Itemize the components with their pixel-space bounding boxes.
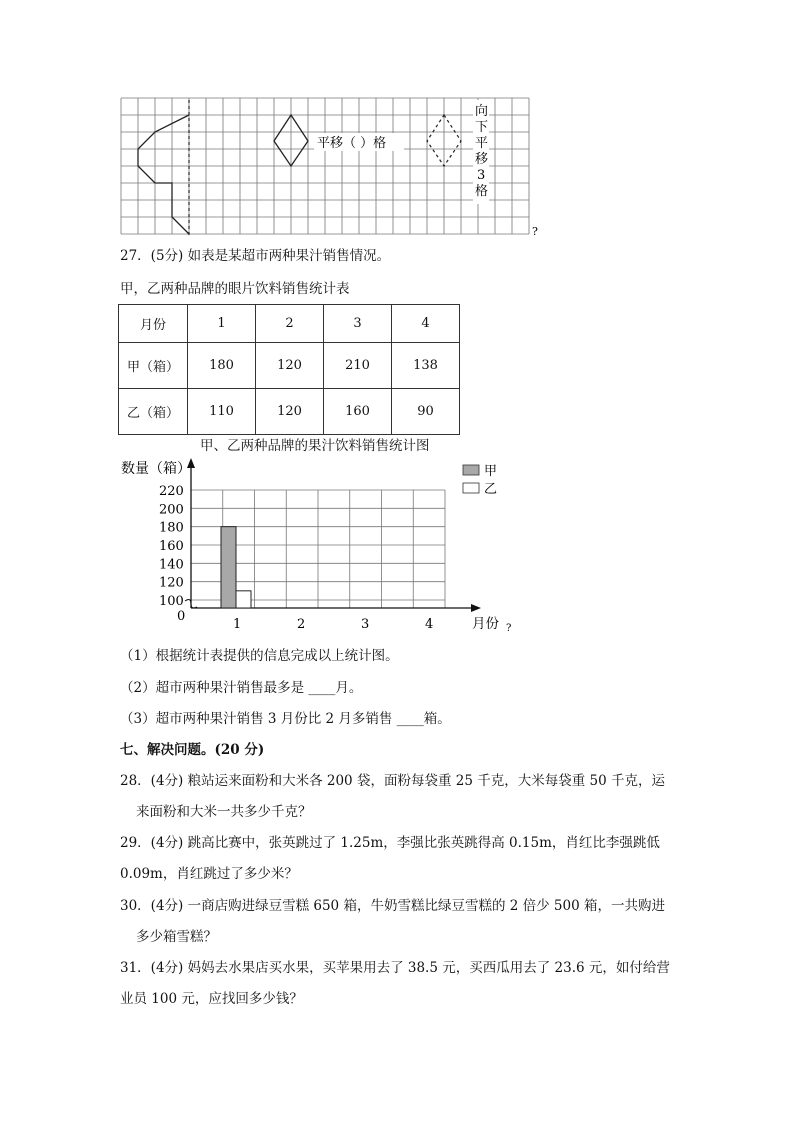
table-header-row <box>119 305 460 343</box>
original-shape <box>138 115 189 234</box>
table-cell: 160 <box>324 389 392 435</box>
svg-text:下: 下 <box>475 120 489 135</box>
q27-prompt: 27．(5分) 如表是某超市两种果汁销售情况。 <box>120 248 391 264</box>
x-tick-label: 2 <box>297 617 306 632</box>
table-header-cell: 月份 <box>119 305 188 343</box>
legend-swatch-yi <box>463 483 479 493</box>
table-row-label: 乙（箱） <box>119 389 188 435</box>
x-tick-label: 3 <box>361 617 370 632</box>
axis-break-mark <box>185 600 197 608</box>
x-axis-label: 月份 <box>472 616 499 632</box>
table-cell: 180 <box>188 343 256 389</box>
table-header-cell: 4 <box>392 305 460 343</box>
q27-sub2: （2）超市两种果汁销售最多是 ____月。 <box>120 680 363 696</box>
y-tick-label: 140 <box>159 557 184 573</box>
x-axis-arrow <box>471 604 481 612</box>
bar-乙 <box>236 591 251 608</box>
table-cell: 210 <box>324 343 392 389</box>
q30-line2: 多少箱雪糕？ <box>136 929 217 945</box>
stray-mark: ? <box>532 225 538 238</box>
x-tick-label: 4 <box>425 617 434 632</box>
q27-sub1: （1）根据统计表提供的信息完成以上统计图。 <box>120 648 399 664</box>
table-header-cell: 2 <box>256 305 324 343</box>
chart-bars <box>221 527 251 608</box>
y-tick-label: 220 <box>159 484 184 499</box>
q27-table-title: 甲，乙两种品牌的眼片饮料销售统计表 <box>120 281 350 297</box>
y-tick-label: 100 <box>159 594 184 609</box>
table-header-cell: 1 <box>188 305 256 343</box>
q28-line2: 来面粉和大米一共多少千克？ <box>136 804 312 820</box>
table-cell: 120 <box>256 389 324 435</box>
svg-text:平: 平 <box>475 136 489 151</box>
bar-甲 <box>221 527 236 608</box>
translate-label: 平移（ ）格 <box>317 136 387 151</box>
table-header-cell: 3 <box>324 305 392 343</box>
svg-text:移: 移 <box>475 152 489 167</box>
q29-line2: 0.09m，肖红跳过了多少米？ <box>120 866 298 882</box>
q27-sub3: （3）超市两种果汁销售 3 月份比 2 月多销售 ____箱。 <box>120 711 451 727</box>
bar-chart <box>115 452 535 637</box>
q28-line1: 28．(4分) 粮站运来面粉和大米各 200 袋，面粉每袋重 25 千克，大米每袋重 50 千克，运 <box>120 773 665 789</box>
svg-text:向: 向 <box>475 104 489 119</box>
y-tick-label: 160 <box>159 539 184 554</box>
translation-grid-figure <box>118 95 548 240</box>
table-row <box>119 343 460 389</box>
q29-line1: 29．(4分) 跳高比赛中，张英跳过了 1.25m，李强比张英跳得高 0.15m，肖红比李强跳低 <box>120 835 660 851</box>
table-cell: 90 <box>392 389 460 435</box>
svg-text:3: 3 <box>477 168 486 183</box>
table-row-label: 甲（箱） <box>119 343 188 389</box>
y-tick-label: 180 <box>159 520 184 536</box>
q31-line2: 业员 100 元，应找回多少钱？ <box>120 991 303 1007</box>
q31-line1: 31．(4分) 妈妈去水果店买水果，买苹果用去了 38.5 元，买西瓜用去了 23.6 元，如付给营 <box>120 960 670 976</box>
section7-heading: 七、解决问题。(20 分) <box>120 742 265 758</box>
y-tick-label: 200 <box>159 502 184 518</box>
vertical-instruction <box>475 104 488 199</box>
chart-title: 甲、乙两种品牌的果汁饮料销售统计图 <box>200 438 430 454</box>
table-cell: 110 <box>188 389 256 435</box>
q30-line1: 30．(4分) 一商店购进绿豆雪糕 650 箱，牛奶雪糕比绿豆雪糕的 2 倍少 500 箱，一共购进 <box>120 898 665 914</box>
y-tick-label: 0 <box>177 609 186 624</box>
table-cell: 120 <box>256 343 324 389</box>
x-tick-label: 1 <box>233 617 242 632</box>
legend-label-yi: 乙 <box>484 482 498 497</box>
table-cell: 138 <box>392 343 460 389</box>
y-tick-label: 120 <box>159 575 184 591</box>
svg-text:格: 格 <box>475 184 489 199</box>
x-axis-suffix-mark: ? <box>506 623 512 634</box>
chart-y-ticks <box>159 484 185 624</box>
sales-table <box>118 304 460 435</box>
table-row <box>119 389 460 435</box>
legend-swatch-jia <box>463 465 479 475</box>
y-axis-label: 数量（箱） <box>121 461 191 477</box>
chart-x-ticks <box>233 617 433 632</box>
legend-label-jia: 甲 <box>484 464 498 479</box>
